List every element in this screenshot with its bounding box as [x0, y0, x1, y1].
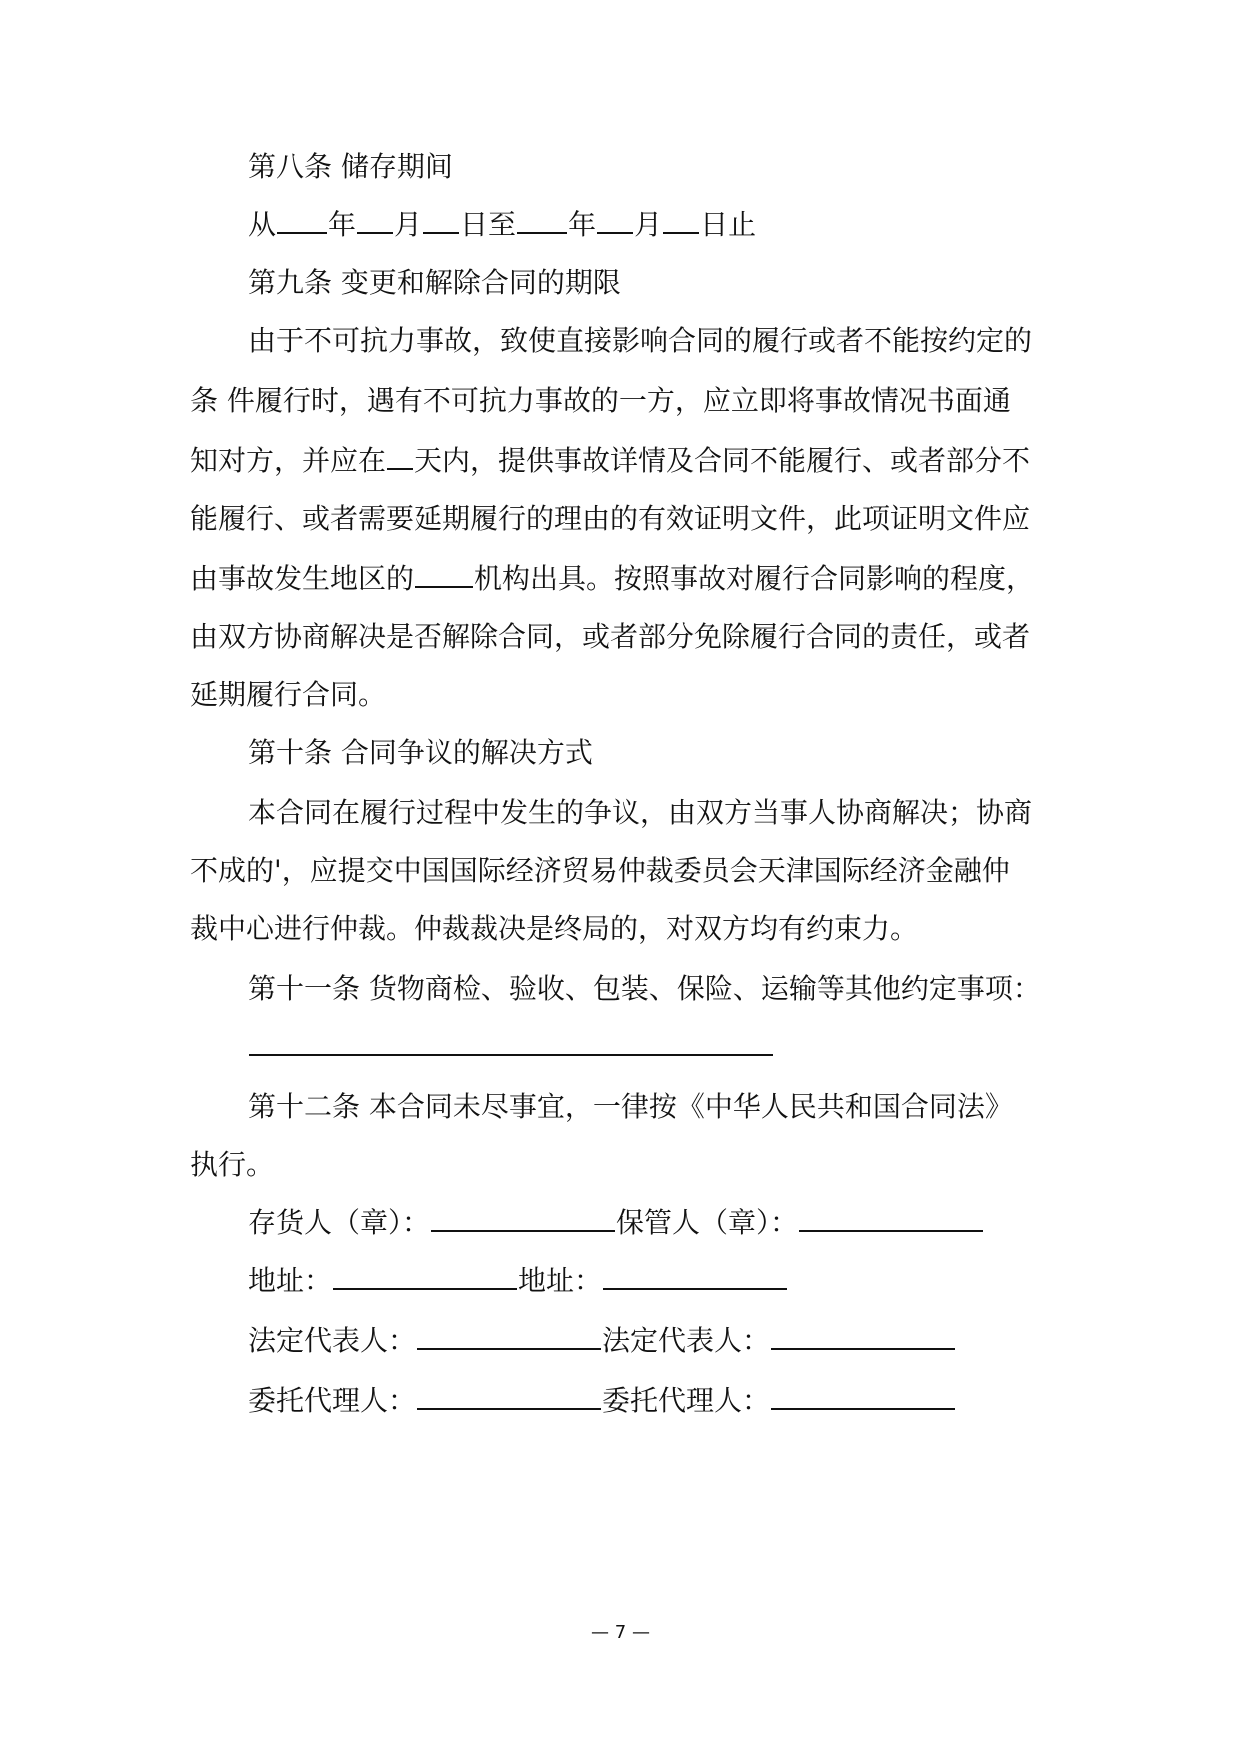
legal-rep-label: 法定代表人： — [248, 1324, 417, 1357]
blank-authority — [415, 562, 473, 588]
address-label: 地址： — [248, 1264, 333, 1297]
article-10-text-line: 裁中心进行仲裁。仲裁裁决是终局的，对双方均有约束力。 — [190, 912, 919, 945]
article-9-text-line: 知对方，并应在 天内，提供事故详情及合同不能履行、或者部分不 — [190, 444, 1031, 477]
article-10-text-line: 不成的'，应提交中国国际经济贸易仲裁委员会天津国际经济金融仲 — [190, 854, 1010, 887]
blank-end-month — [597, 208, 633, 234]
article-9-text-line: 由于不可抗力事故，致使直接影响合同的履行或者不能按约定的 — [248, 324, 1033, 357]
blank-start-day — [423, 208, 459, 234]
agent-label: 委托代理人： — [602, 1384, 771, 1417]
blank-agent-1 — [417, 1384, 601, 1410]
blank-custodian — [799, 1206, 983, 1232]
blank-depositor — [431, 1206, 615, 1232]
page-number: — 7 — — [591, 1622, 650, 1643]
blank-address-2 — [603, 1264, 787, 1290]
custodian-label: 保管人（章）： — [616, 1206, 799, 1239]
blank-legal-rep-1 — [417, 1324, 601, 1350]
address-label: 地址： — [518, 1264, 603, 1297]
blank-days — [387, 444, 413, 470]
article-8-title: 第八条 储存期间 — [248, 150, 453, 183]
article-10-text-line: 本合同在履行过程中发生的争议，由双方当事人协商解决；协商 — [248, 796, 1033, 829]
article-9-text-line: 延期履行合同。 — [190, 678, 387, 711]
depositor-label: 存货人（章）： — [248, 1206, 431, 1239]
legal-rep-label: 法定代表人： — [602, 1324, 771, 1357]
blank-end-year — [517, 208, 567, 234]
blank-address-1 — [333, 1264, 517, 1290]
article-9-text-line: 能履行、或者需要延期履行的理由的有效证明文件，此项证明文件应 — [190, 502, 1031, 535]
article-9-text-line: 由双方协商解决是否解除合同，或者部分免除履行合同的责任，或者 — [190, 620, 1031, 653]
blank-end-day — [663, 208, 699, 234]
signature-seal-line — [248, 1206, 984, 1240]
article-9-text-line: 条 件履行时，遇有不可抗力事故的一方，应立即将事故情况书面通 — [190, 384, 1011, 417]
article-12-text-line: 执行。 — [190, 1148, 275, 1181]
article-11-title: 第十一条 货物商检、验收、包装、保险、运输等其他约定事项： — [248, 972, 1041, 1005]
storage-period-line: 从 年 月 日至 年 月 日止 — [248, 208, 757, 241]
article-12-text-line: 第十二条 本合同未尽事宜，一律按《中华人民共和国合同法》 — [248, 1090, 1013, 1123]
blank-legal-rep-2 — [771, 1324, 955, 1350]
blank-start-month — [357, 208, 393, 234]
agent-label: 委托代理人： — [248, 1384, 417, 1417]
agent-line — [248, 1384, 956, 1418]
blank-start-year — [277, 208, 327, 234]
blank-agent-2 — [771, 1384, 955, 1410]
address-line — [248, 1264, 788, 1298]
article-9-text-line: 由事故发生地区的 机构出具。按照事故对履行合同影响的程度， — [190, 562, 1035, 595]
legal-representative-line — [248, 1324, 956, 1358]
article-10-title: 第十条 合同争议的解决方式 — [248, 736, 593, 769]
article-9-title: 第九条 变更和解除合同的期限 — [248, 266, 621, 299]
blank-other-terms — [249, 1030, 773, 1056]
article-11-blank-line — [248, 1030, 774, 1064]
